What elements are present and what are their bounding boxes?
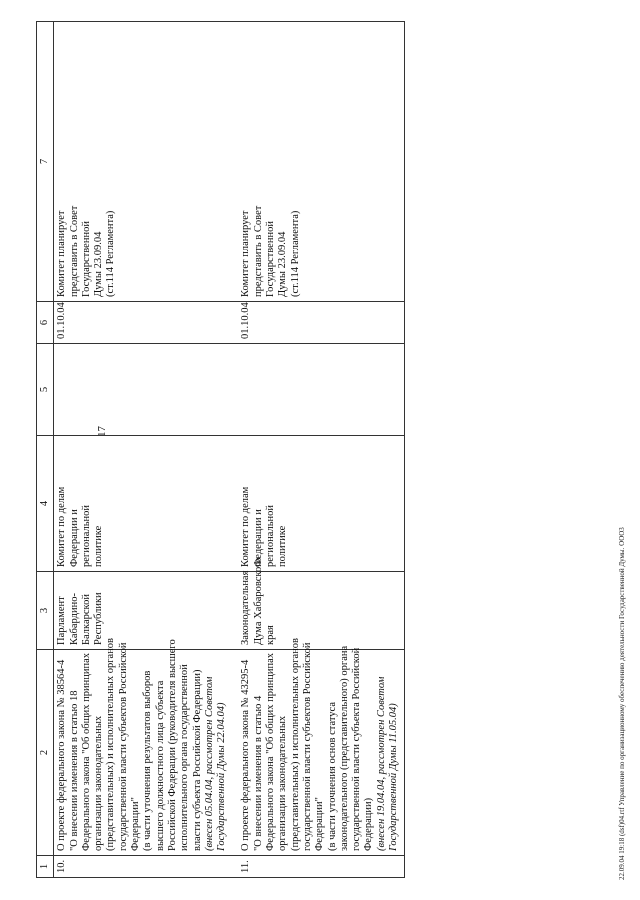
document-table-rotated <box>36 22 556 878</box>
table-row <box>54 22 239 878</box>
committee-line: политике <box>93 525 105 567</box>
remark-line: Думы 23.09.04 <box>277 231 289 297</box>
remark <box>238 22 404 302</box>
bill-title-line: "О внесении изменения в статью 4 <box>252 695 264 851</box>
bill-title-line: высшего должностного лица субъекта <box>154 680 166 851</box>
bill-note-line: (внесен 19.04.04, рассмотрен Советом <box>375 676 387 851</box>
initiator-line: Кабардино- <box>68 593 80 645</box>
bill-title-line: власти субъекта Российской Федерации) <box>191 669 203 851</box>
committee-line: Федерации и <box>68 509 80 567</box>
initiator-line: Республики <box>93 592 105 645</box>
row-number: 10. <box>54 856 239 878</box>
remark-line: Комитет планирует <box>240 210 252 297</box>
bill-title-line: О проекте федерального закона № 38564-4 <box>56 659 68 851</box>
committee-line: политике <box>277 525 289 567</box>
col-header-4: 4 <box>37 436 54 572</box>
bill-title-line: (в части уточнения основ статуса <box>326 702 338 851</box>
bill-title-line: Федерального закона "Об общих принципах <box>265 652 277 851</box>
col-header-3: 3 <box>37 572 54 650</box>
bill-note-line: Государственной Думы 11.05.04) <box>388 703 400 851</box>
bill-title-line: (представительных) и исполнительных органов <box>289 637 301 851</box>
initiator-line: Дума Хабаровского <box>252 557 264 645</box>
committee-line: Комитет по делам <box>56 486 68 567</box>
table-row <box>238 22 404 878</box>
footer-text: 22.09.04 19:18 (dsf)04.rtf Управление по организационному обеспечению деятельности Государственной Думы. ООО3 <box>618 527 626 880</box>
committee-line: Федерации и <box>252 509 264 567</box>
committee-line: Комитет по делам <box>240 486 252 567</box>
bill-title-line: Федерации) <box>363 797 375 851</box>
committee <box>54 436 239 572</box>
remark-line: (ст.114 Регламента) <box>105 210 117 297</box>
bill-title <box>54 637 239 856</box>
bill-title-line: "О внесении изменения в статью 18 <box>68 690 80 851</box>
bill-title-line: (представительных) и исполнительных органов <box>105 637 117 851</box>
initiator <box>54 572 239 650</box>
bill-title-line: организации законодательных <box>93 715 105 851</box>
col5-cell <box>54 344 239 436</box>
bill-title-line: государственной власти субъектов Российской <box>117 642 129 851</box>
remark-line: представить в Совет <box>68 205 80 297</box>
bill-title-line: (в части уточнения результатов выборов <box>142 670 154 851</box>
committee-line: региональной <box>80 505 92 567</box>
bill-title-line: государственной власти субъектов Российской <box>301 642 313 851</box>
col-header-5: 5 <box>37 344 54 436</box>
date-cell: 01.10.04 <box>238 302 404 344</box>
page-number: 17 <box>96 426 108 437</box>
bill-title-line: Федерации" <box>314 797 326 851</box>
bill-title-line: Федерации" <box>130 797 142 851</box>
remark-line: Комитет планирует <box>56 210 68 297</box>
header-row <box>37 22 54 878</box>
remark-line: Думы 23.09.04 <box>93 231 105 297</box>
bill-title-line: Федерального закона "Об общих принципах <box>80 652 92 851</box>
bill-title-line: О проекте федерального закона № 43295-4 <box>240 659 252 851</box>
bill-title-line: исполнительного органа государственной <box>179 664 191 851</box>
remark-line: представить в Совет <box>252 205 264 297</box>
remark-line: Государственной <box>80 221 92 297</box>
remark-line: (ст.114 Регламента) <box>289 210 301 297</box>
initiator-line: Балкарской <box>80 594 92 645</box>
row-number: 11. <box>238 856 404 878</box>
bill-title-line: Российской Федерации (руководителя высшего <box>166 639 178 851</box>
initiator-line: Парламент <box>56 596 68 645</box>
committee <box>238 436 404 572</box>
remark-line: Государственной <box>265 221 277 297</box>
bill-title <box>238 637 404 856</box>
col-header-7: 7 <box>37 22 54 302</box>
col-header-6: 6 <box>37 302 54 344</box>
date-cell: 01.10.04 <box>54 302 239 344</box>
remark <box>54 22 239 302</box>
bill-title-line: государственной власти субъекта Российской <box>351 647 363 851</box>
initiator <box>238 557 404 650</box>
committee-line: региональной <box>265 505 277 567</box>
initiator-line: края <box>265 625 277 645</box>
bills-table <box>36 21 405 878</box>
bill-title-line: законодательного (представительного) органа <box>338 645 350 851</box>
col-header-1: 1 <box>37 856 54 878</box>
bill-note-line: (внесен 05.04.04, рассмотрен Советом <box>203 676 215 851</box>
initiator-line: Законодательная <box>240 570 252 645</box>
col-header-2: 2 <box>37 650 54 856</box>
bill-note-line: Государственной Думы 22.04.04) <box>216 702 228 851</box>
bill-title-line: организации законодательных <box>277 715 289 851</box>
col5-cell <box>238 344 404 436</box>
